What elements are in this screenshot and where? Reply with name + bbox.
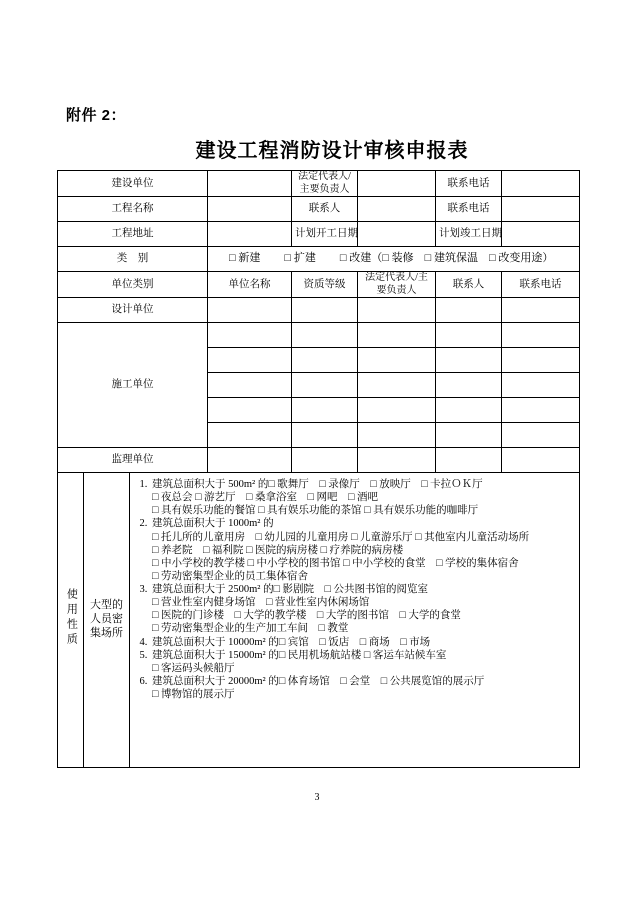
usage-item-4-line-1: 4. 建筑总面积大于 10000m² 的□ 宾馆 □ 饭店 □ 商场 □ 市场: [152, 636, 431, 648]
start-date-label: 计划开工日期: [292, 222, 358, 247]
table-row: [58, 171, 580, 197]
contractor-legal-rep-3[interactable]: [358, 373, 436, 398]
usage-item-6-line-1: 6. 建筑总面积大于 20000m² 的□ 体育场馆 □ 会堂 □ 公共展览馆的展示厅: [152, 675, 485, 687]
usage-nature-label: [58, 473, 84, 768]
contractor-contact-2[interactable]: [436, 348, 502, 373]
project-name-value[interactable]: [208, 197, 292, 222]
supervision-unit-label: 监理单位: [58, 448, 208, 473]
category-option-rebuild[interactable]: □ 改建（□ 装修 □ 建筑保温 □ 改变用途）: [339, 252, 554, 265]
contractor-contact-1[interactable]: [436, 323, 502, 348]
supervision-unit-phone[interactable]: [502, 448, 580, 473]
category-option-expand[interactable]: □ 扩建: [284, 252, 316, 265]
usage-item-1-line-1: 1. 建筑总面积大于 500m² 的□ 歌舞厅 □ 录像厅 □ 放映厅 □ 卡拉ＯＫ厅: [152, 479, 483, 490]
design-unit-phone[interactable]: [502, 298, 580, 323]
usage-options-list: [134, 478, 575, 701]
usage-item-2-line-2: □ 托儿所的儿童用房 □ 幼儿园的儿童用房 □ 儿童游乐厅 □ 其他室内儿童活动场所: [152, 531, 530, 543]
construction-contractor-label: 施工单位: [58, 323, 208, 448]
usage-item-1-line-3: □ 具有娱乐功能的餐馆 □ 具有娱乐功能的茶馆 □ 具有娱乐功能的咖啡厅: [152, 505, 479, 517]
contractor-contact-5[interactable]: [436, 423, 502, 448]
design-unit-qualification[interactable]: [292, 298, 358, 323]
contractor-phone-3[interactable]: [502, 373, 580, 398]
supervision-unit-legal-rep[interactable]: [358, 448, 436, 473]
contractor-contact-3[interactable]: [436, 373, 502, 398]
construction-unit-phone-value[interactable]: [502, 171, 580, 197]
contractor-qualification-3[interactable]: [292, 373, 358, 398]
contractor-name-3[interactable]: [208, 373, 292, 398]
table-row: [58, 448, 580, 473]
column-contact: 联系人: [436, 272, 502, 298]
supervision-unit-name[interactable]: [208, 448, 292, 473]
legal-rep-value[interactable]: [358, 171, 436, 197]
project-phone-value[interactable]: [502, 197, 580, 222]
project-contact-label: 联系人: [292, 197, 358, 222]
contractor-phone-2[interactable]: [502, 348, 580, 373]
column-unit-name: 单位名称: [208, 272, 292, 298]
project-address-value[interactable]: [208, 222, 292, 247]
application-form-table: [57, 170, 580, 768]
unit-category-label: 单位类别: [58, 272, 208, 298]
usage-item-3-line-1: 3. 建筑总面积大于 2500m² 的□ 影剧院 □ 公共图书馆的阅览室: [152, 584, 428, 595]
table-row: [58, 473, 580, 768]
contractor-name-1[interactable]: [208, 323, 292, 348]
end-date-value[interactable]: [502, 222, 580, 247]
start-date-value[interactable]: [358, 222, 436, 247]
construction-unit-phone-label: 联系电话: [436, 171, 502, 197]
table-row: [58, 197, 580, 222]
usage-item-3-line-2: □ 营业性室内健身场馆 □ 营业性室内休闲场馆: [152, 597, 370, 609]
usage-item-5-line-2: □ 客运码头候船厅: [152, 662, 235, 674]
column-qualification-level: 资质等级: [292, 272, 358, 298]
usage-item-6-line-2: □ 博物馆的展示厅: [152, 689, 235, 700]
usage-item-2-line-5: □ 劳动密集型企业的员工集体宿舍: [152, 570, 308, 582]
list-item[interactable]: [150, 675, 575, 701]
design-unit-label: 设计单位: [58, 298, 208, 323]
usage-item-2-line-1: 2. 建筑总面积大于 1000m² 的: [152, 518, 274, 530]
table-row: [58, 323, 580, 348]
column-phone: 联系电话: [502, 272, 580, 298]
contractor-name-4[interactable]: [208, 398, 292, 423]
usage-options-cell: [130, 473, 580, 768]
list-item[interactable]: [150, 517, 575, 583]
contractor-contact-4[interactable]: [436, 398, 502, 423]
table-row: [58, 298, 580, 323]
page-number: 3: [314, 792, 320, 803]
contractor-qualification-2[interactable]: [292, 348, 358, 373]
contractor-legal-rep-5[interactable]: [358, 423, 436, 448]
category-label: 类 别: [58, 247, 208, 272]
contractor-name-5[interactable]: [208, 423, 292, 448]
contractor-name-2[interactable]: [208, 348, 292, 373]
usage-item-1-line-2: □ 夜总会 □ 游艺厅 □ 桑拿浴室 □ 网吧 □ 酒吧: [152, 492, 378, 504]
page-title: 建设工程消防设计审核申报表: [195, 140, 469, 162]
list-item[interactable]: [150, 478, 575, 517]
design-unit-name[interactable]: [208, 298, 292, 323]
contractor-qualification-4[interactable]: [292, 398, 358, 423]
usage-item-2-line-3: □ 养老院 □ 福利院 □ 医院的病房楼 □ 疗养院的病房楼: [152, 544, 404, 556]
table-row: [58, 247, 580, 272]
contractor-legal-rep-2[interactable]: [358, 348, 436, 373]
design-unit-legal-rep[interactable]: [358, 298, 436, 323]
project-contact-value[interactable]: [358, 197, 436, 222]
end-date-label: 计划竣工日期: [436, 222, 502, 247]
project-phone-label: 联系电话: [436, 197, 502, 222]
list-item[interactable]: [150, 649, 575, 675]
contractor-phone-1[interactable]: [502, 323, 580, 348]
column-legal-rep: 法定代表人/主要负责人: [358, 272, 436, 298]
list-item[interactable]: [150, 583, 575, 636]
contractor-phone-4[interactable]: [502, 398, 580, 423]
contractor-legal-rep-4[interactable]: [358, 398, 436, 423]
category-options-cell: [208, 247, 580, 272]
list-item[interactable]: [150, 636, 575, 649]
contractor-legal-rep-1[interactable]: [358, 323, 436, 348]
crowded-place-label: 大型的人员密集场所: [84, 473, 130, 768]
supervision-unit-contact[interactable]: [436, 448, 502, 473]
usage-item-5-line-1: 5. 建筑总面积大于 15000m² 的□ 民用机场航站楼 □ 客运车站候车室: [152, 649, 447, 661]
supervision-unit-qualification[interactable]: [292, 448, 358, 473]
usage-item-2-line-4: □ 中小学校的教学楼 □ 中小学校的图书馆 □ 中小学校的食堂 □ 学校的集体宿舍: [152, 557, 519, 569]
usage-nature-label-text: 使用性质: [65, 587, 78, 648]
project-address-label: 工程地址: [58, 222, 208, 247]
contractor-qualification-1[interactable]: [292, 323, 358, 348]
legal-rep-label: 法定代表人/主要负责人: [292, 171, 358, 197]
contractor-phone-5[interactable]: [502, 423, 580, 448]
usage-item-3-line-3: □ 医院的门诊楼 □ 大学的教学楼 □ 大学的图书馆 □ 大学的食堂: [152, 610, 461, 622]
attachment-label: 附件 2：: [66, 107, 127, 124]
table-row: [58, 222, 580, 247]
construction-unit-label: 建设单位: [58, 171, 208, 197]
contractor-qualification-5[interactable]: [292, 423, 358, 448]
category-option-new[interactable]: □ 新建: [229, 252, 261, 265]
design-unit-contact[interactable]: [436, 298, 502, 323]
table-row: [58, 272, 580, 298]
project-name-label: 工程名称: [58, 197, 208, 222]
construction-unit-value[interactable]: [208, 171, 292, 197]
usage-item-3-line-4: □ 劳动密集型企业的生产加工车间 □ 教堂: [152, 623, 349, 635]
